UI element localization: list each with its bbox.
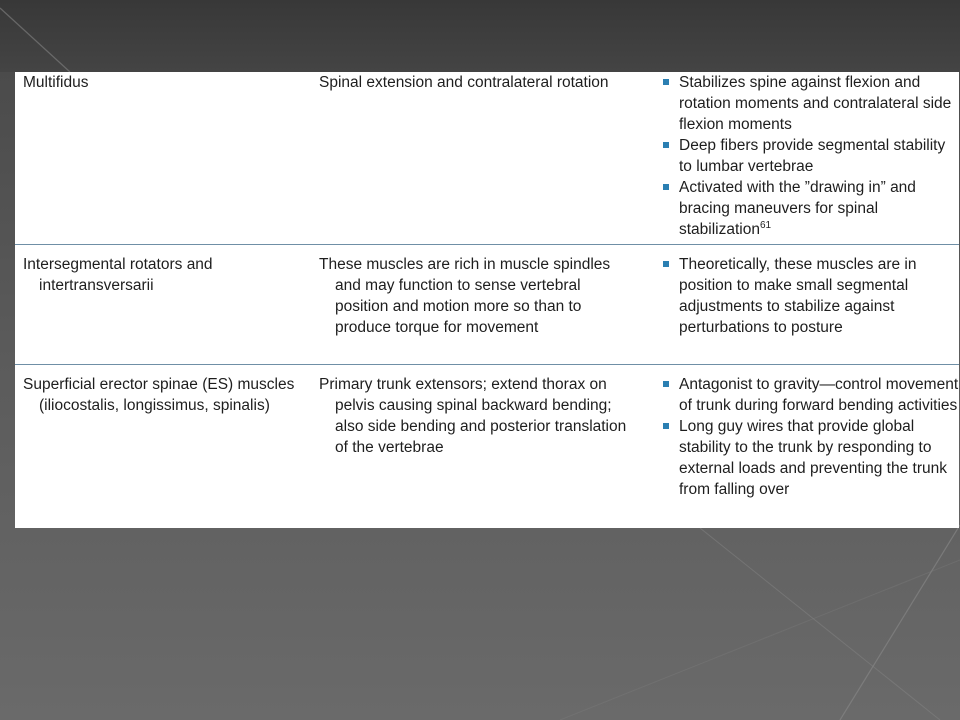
function-text: Antagonist to gravity—control movement of trunk during forward bending activities xyxy=(679,375,959,414)
function-text: Deep fibers provide segmental stability to lumbar vertebrae xyxy=(679,137,946,175)
square-bullet-icon xyxy=(663,381,669,387)
square-bullet-icon xyxy=(663,142,669,148)
function-item xyxy=(661,135,959,177)
muscle-action: Spinal extension and contralateral rotation xyxy=(319,74,609,91)
muscle-action-cell xyxy=(311,72,641,244)
muscle-name-cell xyxy=(15,72,311,244)
muscle-name: Multifidus xyxy=(23,74,89,91)
table-row-erector-spinae xyxy=(15,364,959,524)
table-row-multifidus xyxy=(15,72,959,244)
muscle-action-cell xyxy=(311,244,641,364)
square-bullet-icon xyxy=(663,184,669,190)
muscle-action: Primary trunk extensors; extend thorax on pelvis causing spinal backward bending; also side bending and posterior translation of the vertebrae xyxy=(319,375,627,456)
function-list xyxy=(641,254,959,338)
function-list xyxy=(641,374,959,500)
square-bullet-icon xyxy=(663,261,669,267)
function-item xyxy=(661,374,959,416)
muscle-name: Intersegmental rotators and intertransversarii xyxy=(23,255,213,294)
function-item xyxy=(661,72,959,135)
muscle-function-table xyxy=(15,72,959,524)
muscle-action-cell xyxy=(311,364,641,524)
function-text: Theoretically, these muscles are in position to make small segmental adjustments to stabilize against perturbations to posture xyxy=(679,255,917,336)
muscle-action: These muscles are rich in muscle spindles and may function to sense vertebral position and motion more so than to produce torque for movement xyxy=(319,255,611,336)
square-bullet-icon xyxy=(663,79,669,85)
muscle-name-cell xyxy=(15,244,311,364)
function-list xyxy=(641,72,959,240)
table-row-intersegmental xyxy=(15,244,959,364)
table-body xyxy=(15,72,959,524)
muscle-function-cell xyxy=(641,244,959,364)
square-bullet-icon xyxy=(663,423,669,429)
function-text: Activated with the ”drawing in” and bracing maneuvers for spinal stabilization xyxy=(679,179,916,238)
muscle-function-cell xyxy=(641,364,959,524)
function-item xyxy=(661,416,959,500)
citation-superscript: 61 xyxy=(760,219,772,231)
document-table-panel xyxy=(15,72,959,528)
function-text: Stabilizes spine against flexion and rotation moments and contralateral side flexion moments xyxy=(679,74,952,133)
muscle-name-cell xyxy=(15,364,311,524)
muscle-function-cell xyxy=(641,72,959,244)
function-text: Long guy wires that provide global stability to the trunk by responding to external loads and preventing the trunk from falling over xyxy=(679,417,947,498)
muscle-name: Superficial erector spinae (ES) muscles (iliocostalis, longissimus, spinalis) xyxy=(23,375,295,414)
function-item xyxy=(661,254,959,338)
function-item xyxy=(661,177,959,240)
